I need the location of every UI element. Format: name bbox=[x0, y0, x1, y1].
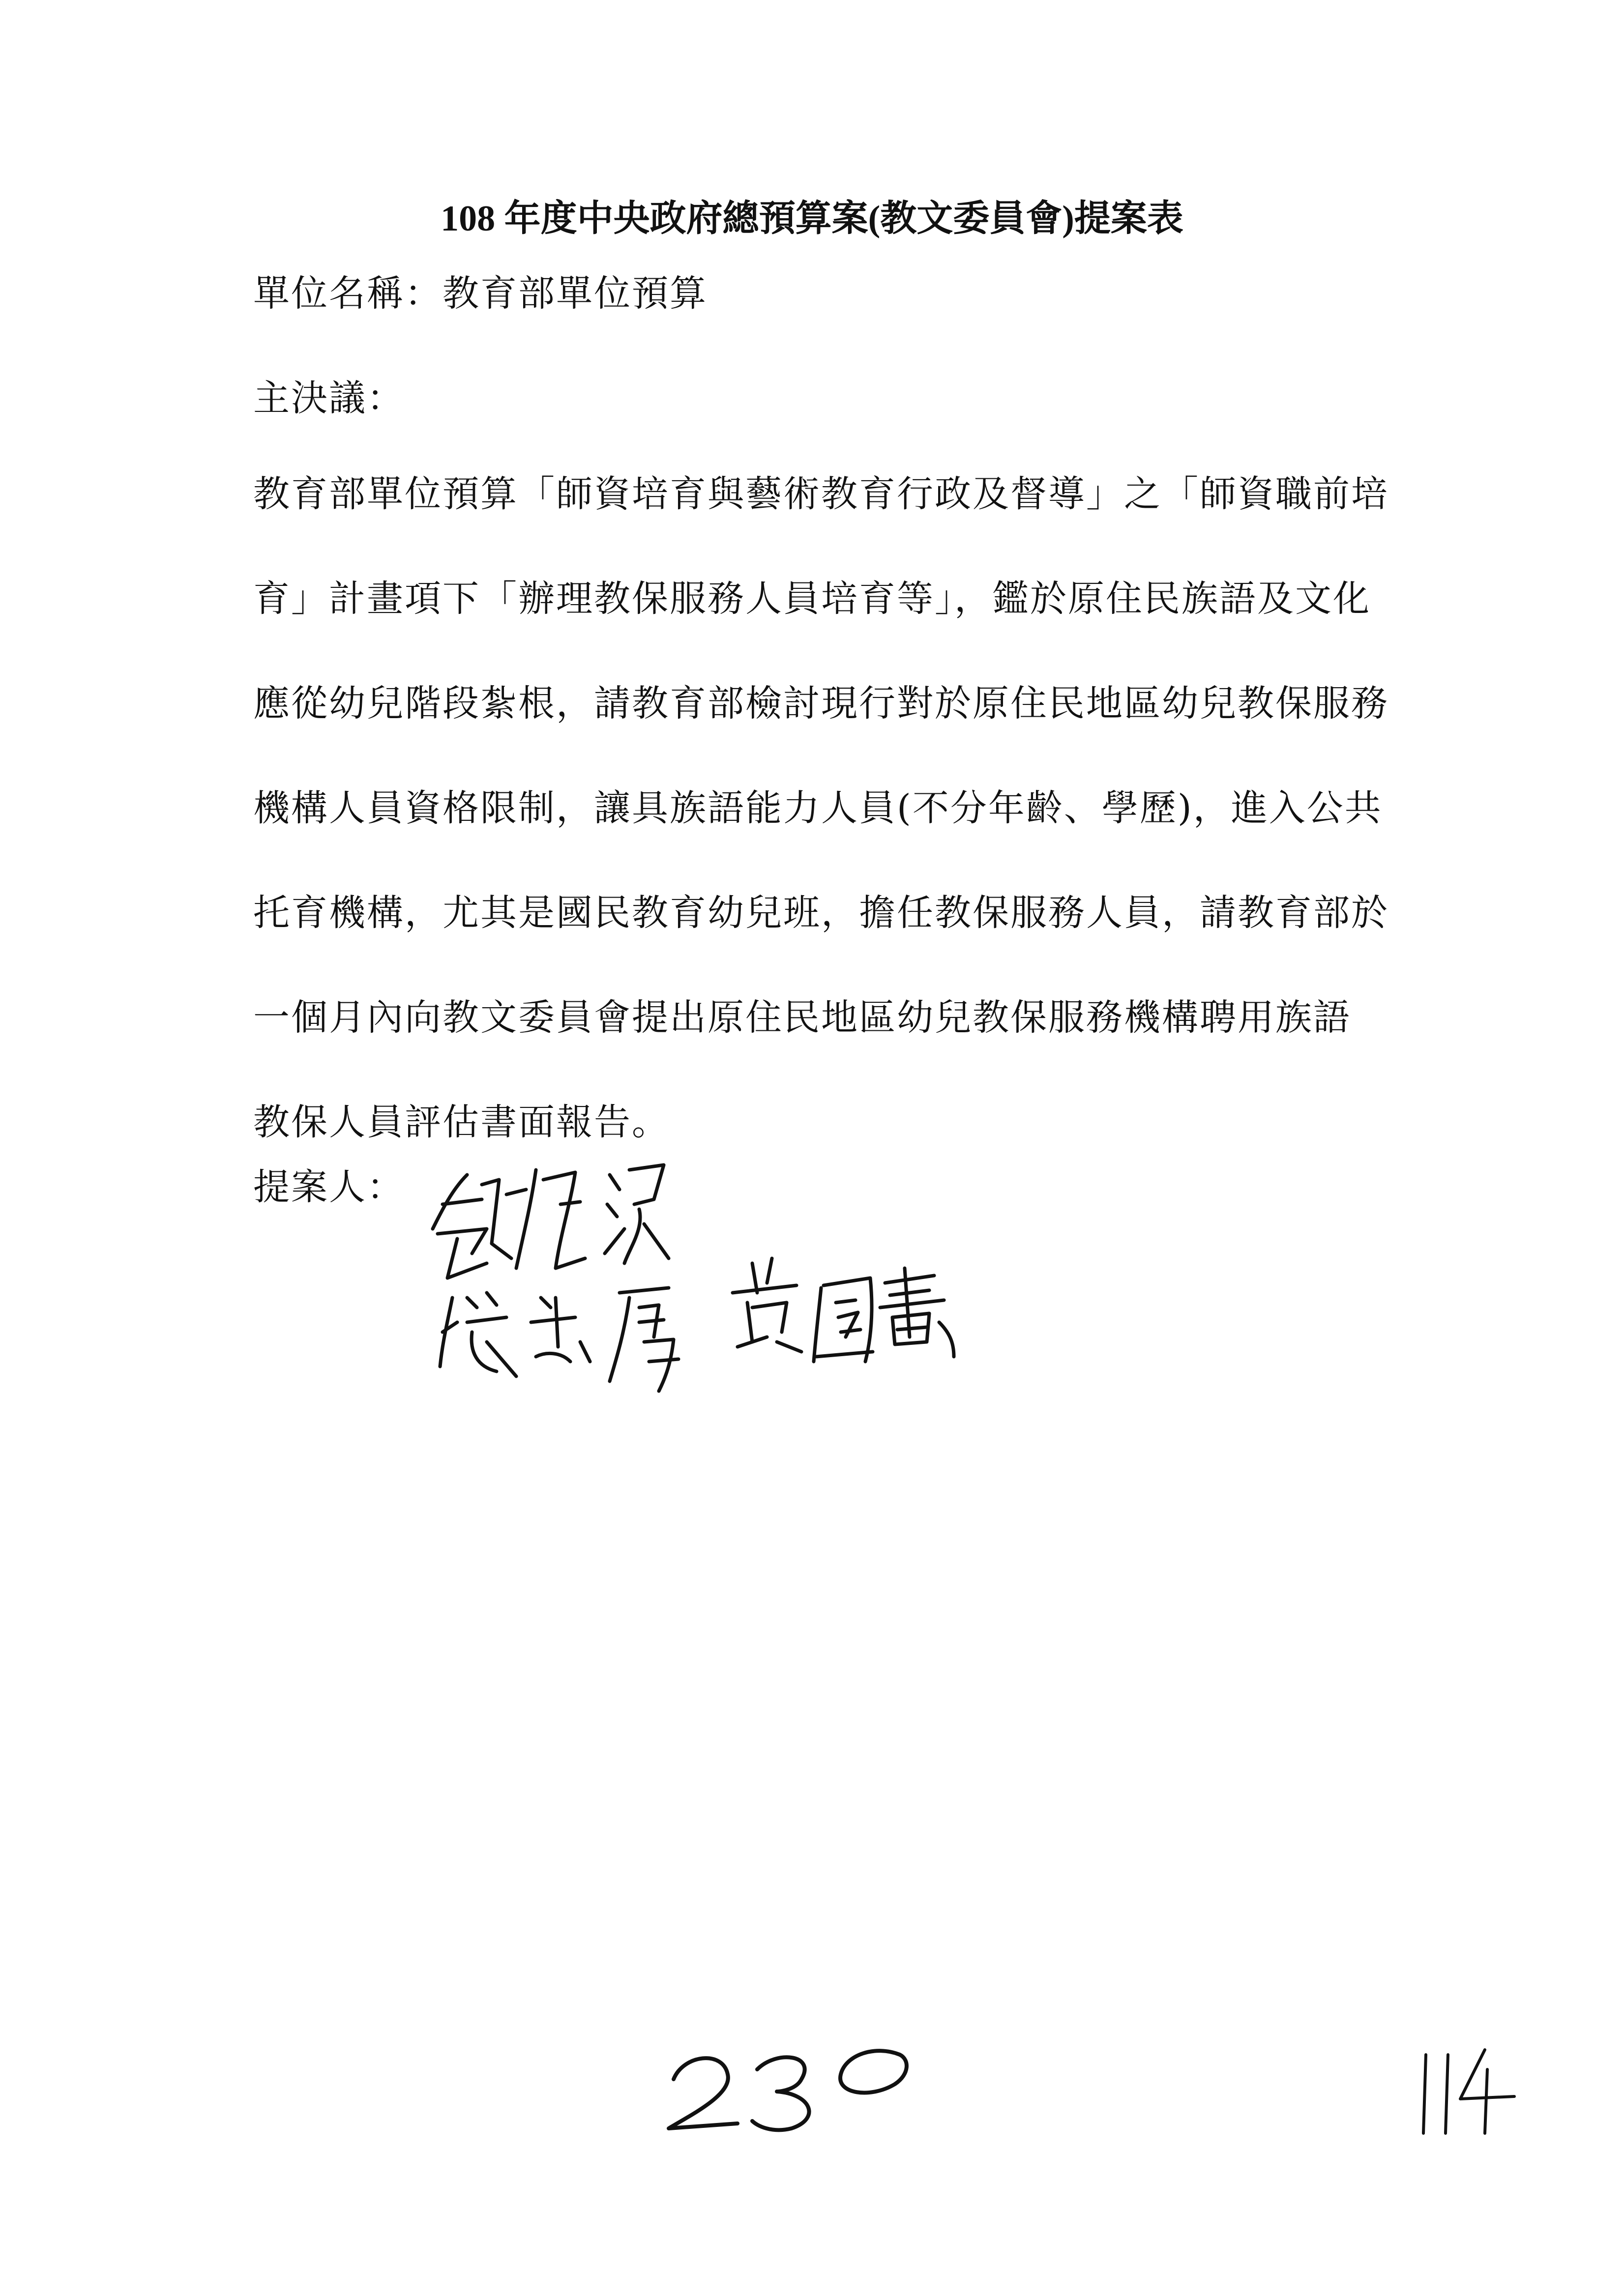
signature-2 bbox=[440, 1288, 679, 1391]
signature-3 bbox=[733, 1258, 954, 1362]
signature-1 bbox=[433, 1165, 669, 1278]
page-title: 108 年度中央政府總預算案(教文委員會)提案表 bbox=[441, 199, 1183, 239]
handwritten-page-number-right bbox=[1406, 2040, 1524, 2138]
body-line: 一個月內向教文委員會提出原住民地區幼兒教保服務機構聘用族語 bbox=[253, 996, 1351, 1039]
body-line: 應從幼兒階段紮根，請教育部檢討現行對於原住民地區幼兒教保服務 bbox=[253, 682, 1389, 725]
body-line: 教育部單位預算「師資培育與藝術教育行政及督導」之「師資職前培 bbox=[253, 473, 1389, 515]
body-line: 教保人員評估書面報告。 bbox=[253, 1101, 670, 1143]
handwritten-page-number-center bbox=[654, 2025, 949, 2143]
handwritten-signatures bbox=[413, 1135, 1092, 1411]
body-line: 機構人員資格限制，讓具族語能力人員(不分年齡、學歷)，進入公共 bbox=[253, 787, 1383, 829]
proposer-label: 提案人： bbox=[253, 1166, 405, 1208]
main-resolution-label: 主決議： bbox=[253, 377, 405, 419]
body-line: 育」計畫項下「辦理教保服務人員培育等」，鑑於原住民族語及文化 bbox=[253, 578, 1371, 620]
unit-name-line: 單位名稱：教育部單位預算 bbox=[253, 272, 708, 315]
body-line: 托育機構，尤其是國民教育幼兒班，擔任教保服務人員，請教育部於 bbox=[253, 892, 1389, 934]
resolution-body bbox=[253, 472, 1404, 1205]
